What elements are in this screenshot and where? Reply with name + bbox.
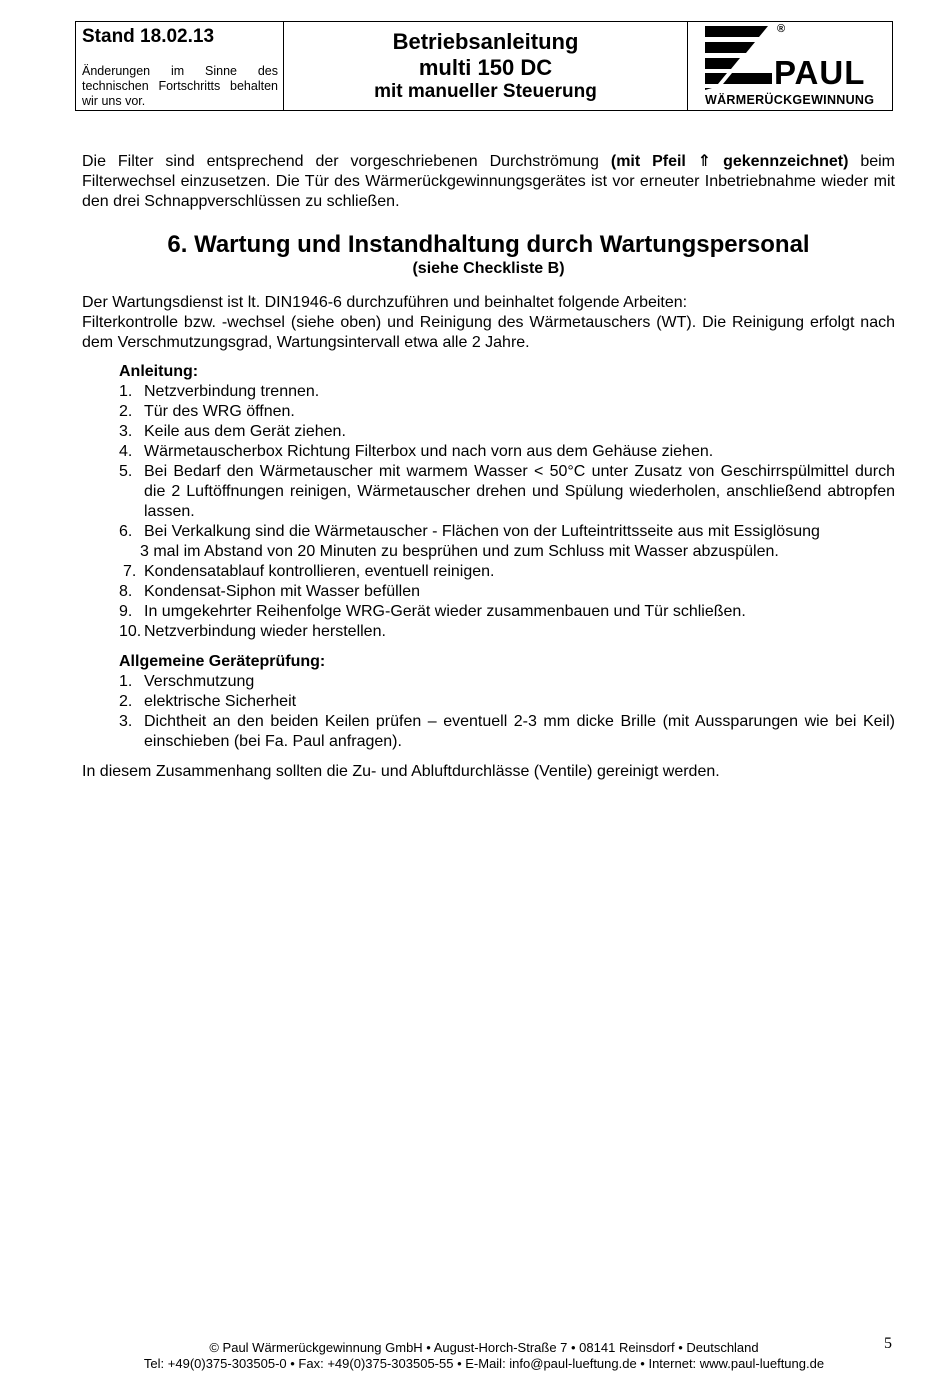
item-number: 3. [119, 423, 133, 440]
header-revision-box [76, 22, 284, 110]
list-item [119, 442, 895, 462]
item-number: 2. [119, 403, 133, 420]
item-text: Keile aus dem Gerät ziehen. [144, 423, 346, 440]
intro-paragraph [82, 152, 895, 212]
item-number: 1. [119, 383, 133, 400]
item-text: In umgekehrter Reihenfolge WRG-Gerät wieder zusammenbauen und Tür schließen. [144, 603, 746, 620]
item-number: 4. [119, 443, 133, 460]
list-item [119, 582, 895, 602]
logo-tagline: WÄRMERÜCKGEWINNUNG [705, 93, 875, 107]
item-text: Tür des WRG öffnen. [144, 403, 295, 420]
company-logo [688, 22, 892, 110]
item-number: 10. [119, 623, 142, 640]
closing-paragraph: In diesem Zusammenhang sollten die Zu- und Abluftdurchlässe (Ventile) gereinigt werden. [82, 763, 720, 780]
intro-text-bold: (mit Pfeil ⇑ gekennzeichnet) [610, 153, 849, 170]
item-text: elektrische Sicherheit [144, 693, 297, 710]
changes-note: Änderungen im Sinne des technischen Fortschritts behalten wir uns vor. [82, 64, 278, 108]
intro-text-2: beim Filterwechsel einzusetzen. Die Tür des Wärmerückgewinnungsgerätes ist vor erneuter Inbetriebnahme wieder mit den drei Schnappverschlüssen zu schließen. [82, 153, 896, 210]
footer-address: © Paul Wärmerückgewinnung GmbH • August-Horch-Straße 7 • 08141 Reinsdorf • Deutschland [209, 1340, 759, 1355]
item-text: Netzverbindung trennen. [144, 383, 320, 400]
page-number: 5 [884, 1335, 892, 1352]
item-text: Verschmutzung [144, 673, 255, 690]
intro-text-1: Die Filter sind entsprechend der vorgeschriebenen Durchströmung [82, 153, 611, 170]
item-number: 7. [123, 563, 137, 580]
page-footer [75, 1340, 893, 1372]
list-item [119, 712, 895, 752]
item-number: 6. [119, 523, 133, 540]
doc-title: Betriebsanleitung [392, 29, 579, 54]
item-number: 8. [119, 583, 133, 600]
item-number: 9. [119, 603, 133, 620]
footer-contact: Tel: +49(0)375-303505-0 • Fax: +49(0)375-303505-55 • E-Mail: info@paul-lueftung.de • Internet: www.paul-lueftung.de [143, 1356, 825, 1371]
list-item [119, 402, 895, 422]
instructions-title: Anleitung: [119, 363, 199, 380]
doc-variant: mit manueller Steuerung [374, 81, 597, 102]
device-check-title: Allgemeine Geräteprüfung: [119, 653, 326, 670]
list-item [119, 602, 895, 622]
registered-mark: ® [777, 23, 786, 35]
document-header [75, 21, 893, 111]
list-item [119, 382, 895, 402]
maintenance-scope: Filterkontrolle bzw. -wechsel (siehe oben) und Reinigung des Wärmetauschers (WT). Die Reinigung erfolgt nach dem Verschmutzungsgrad, Wartungsintervall etwa alle 2 Jahre. [82, 314, 895, 351]
section-body [82, 293, 895, 353]
maintenance-intro: Der Wartungsdienst ist lt. DIN1946-6 durchzuführen und beinhaltet folgende Arbeiten: [82, 294, 688, 311]
revision-date: Stand 18.02.13 [82, 26, 215, 47]
item-text: Bei Verkalkung sind die Wärmetauscher - Flächen von der Lufteintrittsseite aus mit Essiglösung [144, 523, 820, 540]
list-item [119, 522, 895, 542]
list-item [119, 622, 895, 642]
list-item-continuation: 3 mal im Abstand von 20 Minuten zu besprühen und zum Schluss mit Wasser abzuspülen. [140, 543, 779, 560]
item-text: Bei Bedarf den Wärmetauscher mit warmem Wasser < 50°C unter Zusatz von Geschirrspülmittel durch die 2 Luftöffnungen reinigen, Wärmetauscher drehen und Spülung wiederholen, anschließend abtropfen lassen. [144, 463, 895, 520]
item-number: 1. [119, 673, 133, 690]
doc-model: multi 150 DC [418, 55, 553, 80]
item-number: 3. [119, 713, 133, 730]
page-content [82, 152, 895, 782]
item-text: Dichtheit an den beiden Keilen prüfen – eventuell 2-3 mm dicke Brille (mit Aussparungen wie bei Keil) einschieben (bei Fa. Paul anfragen). [144, 713, 895, 750]
list-item [119, 562, 895, 582]
list-item [119, 672, 895, 692]
item-text: Kondensatablauf kontrollieren, eventuell reinigen. [144, 563, 495, 580]
section-subheading: (siehe Checkliste B) [412, 260, 565, 277]
header-title-box [284, 22, 688, 110]
list-item [119, 462, 895, 522]
item-number: 5. [119, 463, 133, 480]
list-item [119, 692, 895, 712]
logo-brand: PAUL [774, 54, 866, 91]
item-text: Wärmetauscherbox Richtung Filterbox und nach vorn aus dem Gehäuse ziehen. [144, 443, 714, 460]
item-number: 2. [119, 693, 133, 710]
item-text: Netzverbindung wieder herstellen. [144, 623, 386, 640]
instructions-list [119, 362, 895, 752]
section-heading: 6. Wartung und Instandhaltung durch Wartungspersonal [167, 231, 810, 258]
list-item [119, 422, 895, 442]
item-text: Kondensat-Siphon mit Wasser befüllen [144, 583, 420, 600]
